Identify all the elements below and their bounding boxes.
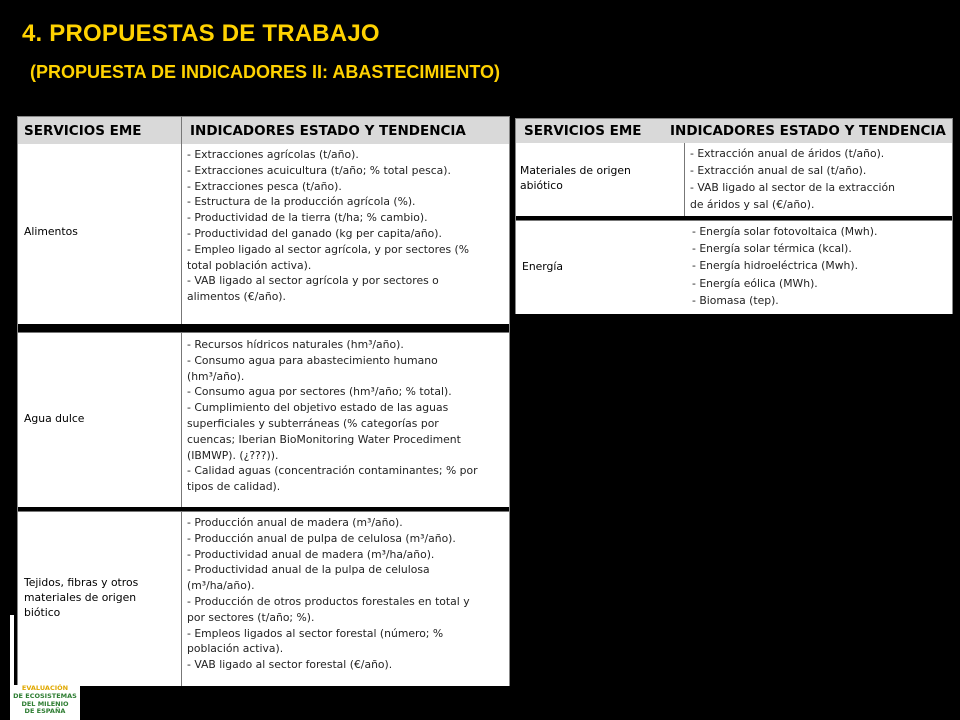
service-alimentos: Alimentos xyxy=(24,225,78,238)
left-header-indicators: INDICADORES ESTADO Y TENDENCIA xyxy=(190,122,466,139)
indicator-item: cuencas; Iberian BioMonitoring Water Procediment xyxy=(187,432,461,446)
indicators-abiotico xyxy=(690,145,895,213)
table-row-agua-dulce xyxy=(18,332,509,509)
logo-line: DEL MILENIO xyxy=(21,699,69,708)
logo-line: DE ESPAÑA xyxy=(24,707,66,716)
indicator-item: - Recursos hídricos naturales (hm³/año). xyxy=(187,338,404,351)
indicator-item: - Productividad anual de madera (m³/ha/año). xyxy=(187,547,435,561)
left-header-services: SERVICIOS EME xyxy=(24,122,142,139)
page-subtitle: (PROPUESTA DE INDICADORES II: ABASTECIMIENTO) xyxy=(30,62,501,82)
service-agua-dulce: Agua dulce xyxy=(24,412,85,425)
indicator-item: - Energía eólica (MWh). xyxy=(692,276,818,290)
indicator-item: - Consumo agua para abastecimiento humano xyxy=(187,353,438,367)
indicator-item: población activa). xyxy=(187,642,284,656)
right-header-services: SERVICIOS EME xyxy=(524,123,642,139)
table-row-energia xyxy=(516,220,952,314)
indicator-item: - Producción de otros productos forestales en total y xyxy=(187,594,470,608)
indicator-item: - Productividad de la tierra (t/ha; % cambio). xyxy=(187,211,428,225)
indicator-item: - Energía solar térmica (kcal). xyxy=(692,242,852,256)
eme-logo xyxy=(10,685,80,720)
service-tejidos xyxy=(24,575,138,620)
indicator-item: de áridos y sal (€/año). xyxy=(690,198,815,211)
indicator-item: - Extracción anual de áridos (t/año). xyxy=(690,147,885,160)
indicator-item: - VAB ligado al sector agrícola y por sectores o xyxy=(187,274,439,288)
indicator-item: - Biomasa (tep). xyxy=(692,293,779,307)
indicator-item: superficiales y subterráneas (% categorías por xyxy=(187,416,439,430)
indicator-item: (m³/ha/año). xyxy=(187,579,255,593)
service-line: materiales de origen xyxy=(24,591,137,604)
indicator-item: alimentos (€/año). xyxy=(187,290,286,304)
indicator-item: - Energía hidroeléctrica (Mwh). xyxy=(692,259,859,273)
table-row-alimentos xyxy=(18,144,509,325)
indicator-item: - Cumplimiento del objetivo estado de las aguas xyxy=(187,401,449,415)
service-energia: Energía xyxy=(522,260,564,273)
indicator-item: - VAB ligado al sector forestal (€/año). xyxy=(187,658,393,672)
table-row-abiotico xyxy=(516,143,952,217)
indicator-item: - Productividad del ganado (kg per capita/año). xyxy=(187,226,442,240)
service-line: Materiales de origen xyxy=(520,164,631,177)
indicators-tejidos xyxy=(187,515,470,673)
indicator-item: - Calidad aguas (concentración contaminantes; % por xyxy=(187,464,478,478)
service-line: Tejidos, fibras y otros xyxy=(24,576,139,589)
indicators-agua-dulce xyxy=(187,337,478,495)
indicator-item: - Estructura de la producción agrícola (%). xyxy=(187,195,416,209)
logo-accent-bar xyxy=(10,615,14,685)
indicator-item: - VAB ligado al sector de la extracción xyxy=(690,181,895,194)
indicator-item: - Productividad anual de la pulpa de celulosa xyxy=(187,563,430,577)
right-table-header xyxy=(516,119,952,144)
indicator-item: (IBMWP). (¿???)). xyxy=(187,448,279,462)
indicator-item: por sectores (t/año; %). xyxy=(187,610,315,624)
indicators-energia xyxy=(692,223,877,309)
indicator-item: - Producción anual de madera (m³/año). xyxy=(187,516,403,529)
indicator-item: - Extracción anual de sal (t/año). xyxy=(690,164,867,177)
right-header-indicators: INDICADORES ESTADO Y TENDENCIA xyxy=(670,123,946,139)
indicator-item: - Energía solar fotovoltaica (Mwh). xyxy=(692,225,878,238)
left-table-header xyxy=(18,117,509,145)
page-title: 4. PROPUESTAS DE TRABAJO xyxy=(22,20,380,47)
indicator-item: - Empleos ligados al sector forestal (número; % xyxy=(187,626,444,640)
right-indicators-table xyxy=(515,118,953,314)
indicator-item: - Extracciones agrícolas (t/año). xyxy=(187,148,359,161)
indicator-item: - Extracciones acuicultura (t/año; % total pesca). xyxy=(187,163,451,177)
indicators-alimentos xyxy=(187,147,469,305)
indicator-item: - Consumo agua por sectores (hm³/año; % total). xyxy=(187,385,452,399)
service-line: abiótico xyxy=(520,179,563,192)
indicator-item: (hm³/año). xyxy=(187,369,245,383)
indicator-item: tipos de calidad). xyxy=(187,480,281,494)
indicator-item: - Extracciones pesca (t/año). xyxy=(187,179,342,193)
service-line: biótico xyxy=(24,606,61,619)
logo-line: DE ECOSISTEMAS xyxy=(13,691,77,700)
service-abiotico xyxy=(520,163,631,193)
left-indicators-table xyxy=(17,116,510,686)
indicator-item: - Empleo ligado al sector agrícola, y por sectores (% xyxy=(187,242,470,256)
logo-line: EVALUACIÓN xyxy=(21,684,69,692)
table-row-tejidos xyxy=(18,511,509,686)
indicator-item: total población activa). xyxy=(187,258,312,272)
indicator-item: - Producción anual de pulpa de celulosa (m³/año). xyxy=(187,531,456,545)
